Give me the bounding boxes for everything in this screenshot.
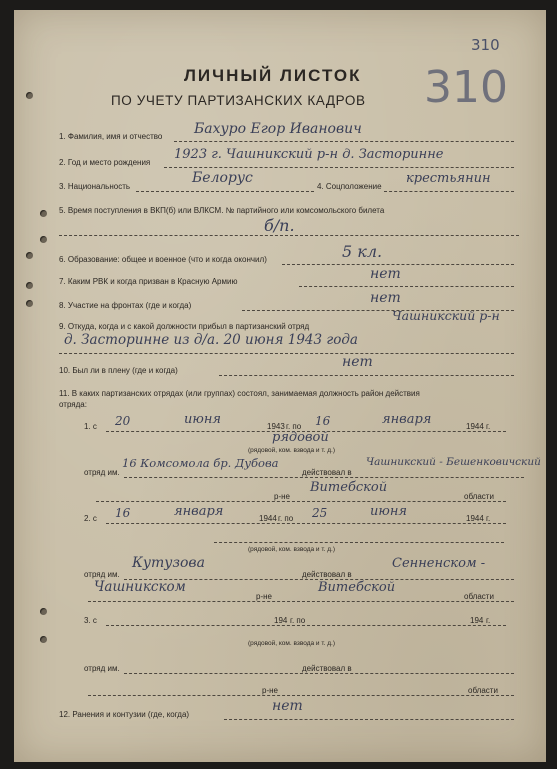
punch-hole <box>26 300 33 307</box>
field-2-label: 2. Год и место рождения <box>59 158 151 167</box>
entry-3-deistvoval-label: действовал в <box>302 664 352 673</box>
entry-3-g-po: г. по <box>290 616 306 625</box>
field-12-label: 12. Ранения и контузии (где, когда) <box>59 710 190 719</box>
entry-1-rne-label: р-не <box>274 492 290 501</box>
entry-2-year2: 1944 <box>466 514 484 523</box>
field-9-value-2: д. Засторинне из д/а. 20 июня 1943 года <box>64 332 358 348</box>
entry-2-otryad-value: Кутузова <box>132 555 205 571</box>
entry-2-month2: июня <box>370 504 407 519</box>
entry-2-oblasti-label: области <box>464 592 494 601</box>
field-1-line <box>174 141 514 142</box>
entry-3-g: г. <box>486 616 491 625</box>
punch-hole <box>40 608 47 615</box>
entry-2-line2-value: Чашникском <box>94 579 186 595</box>
entry-1-g-po: г. по <box>286 422 302 431</box>
punch-hole <box>26 92 33 99</box>
field-7-line <box>299 286 514 287</box>
field-7-label: 7. Каким РВК и когда призван в Красную Армию <box>59 277 238 286</box>
entry-1-g: г. <box>486 422 491 431</box>
entry-1-day: 20 <box>115 414 131 428</box>
entry-1-oblasti-label: области <box>464 492 494 501</box>
entry-1-rne-line <box>96 501 506 502</box>
field-1-value: Бахуро Егор Иванович <box>194 121 362 137</box>
entry-1-position-caption: (рядовой, ком. взвода и т. д.) <box>248 447 335 454</box>
field-9-line <box>59 353 514 354</box>
entry-2-deistvoval-label: действовал в <box>302 570 352 579</box>
entry-3-oblasti-label: области <box>468 686 498 695</box>
entry-1-day2: 16 <box>315 414 331 428</box>
entry-3-rne-line <box>88 695 514 696</box>
field-3-value: Белорус <box>192 170 253 186</box>
field-5-value: б/п. <box>264 216 295 235</box>
field-6-value: 5 кл. <box>342 242 383 261</box>
entry-3-line <box>106 625 506 626</box>
document-page <box>14 10 546 762</box>
field-6-line <box>282 264 514 265</box>
entry-2-prefix: 2. с <box>84 514 97 523</box>
large-number-stamp: 310 <box>424 62 508 113</box>
field-3-label: 3. Национальность <box>59 182 131 191</box>
field-6-label: 6. Образование: общее и военное (что и когда окончил) <box>59 255 267 264</box>
entry-2-position-line <box>214 542 504 543</box>
entry-2-g-po: г. по <box>278 514 294 523</box>
entry-2-day: 16 <box>115 506 131 520</box>
field-5-label: 5. Время поступления в ВКП(б) или ВЛКСМ. № партийного или комсомольского билета <box>59 206 385 215</box>
entry-3-rne-label: р-не <box>262 686 278 695</box>
entry-3-otryad-label: отряд им. <box>84 664 120 673</box>
field-12-line <box>224 719 514 720</box>
entry-1-rne-value: Витебской <box>310 480 388 495</box>
field-4-line <box>384 191 514 192</box>
entry-1-year1: 1943 <box>267 422 285 431</box>
entry-2-rne-line <box>88 601 514 602</box>
punch-hole <box>26 282 33 289</box>
entry-2-year1: 1944 <box>259 514 277 523</box>
field-5-line <box>59 235 519 236</box>
entry-1-month2: января <box>382 412 432 427</box>
field-10-line <box>219 375 514 376</box>
field-9-label: 9. Откуда, когда и с какой должности прибыл в партизанский отряд <box>59 322 310 331</box>
field-11-label-b: отряда: <box>59 400 87 409</box>
field-8-label: 8. Участие на фронтах (где и когда) <box>59 301 192 310</box>
entry-2-rne-label: р-не <box>256 592 272 601</box>
entry-1-deistvoval-label: действовал в <box>302 468 352 477</box>
entry-2-otryad-label: отряд им. <box>84 570 120 579</box>
entry-2-line <box>106 523 506 524</box>
entry-1-position: рядовой <box>272 430 329 445</box>
entry-2-position-caption: (рядовой, ком. взвода и т. д.) <box>248 546 335 553</box>
entry-2-month: января <box>174 504 224 519</box>
field-2-line <box>164 167 514 168</box>
entry-2-deistvoval-value: Сенненском - <box>392 556 486 571</box>
field-8-value: нет <box>370 290 401 306</box>
entry-1-otryad-line <box>124 477 524 478</box>
punch-hole <box>40 236 47 243</box>
field-2-value: 1923 г. Чашникский р-н д. Засторинне <box>174 147 444 162</box>
field-12-value: нет <box>272 698 303 714</box>
field-10-label: 10. Был ли в плену (где и когда) <box>59 366 178 375</box>
field-4-label: 4. Соцположение <box>317 182 382 191</box>
entry-1-deistvoval-value: Чашникский - Бешенковичский <box>366 456 541 468</box>
entry-1-otryad-value: 16 Комсомола бр. Дубова <box>122 456 279 470</box>
punch-hole <box>40 210 47 217</box>
field-10-value: нет <box>342 354 373 370</box>
entry-3-year1: 194 <box>274 616 288 625</box>
entry-1-year2: 1944 <box>466 422 484 431</box>
entry-3-otryad-line <box>124 673 514 674</box>
entry-3-prefix: 3. с <box>84 616 97 625</box>
archive-number: 310 <box>471 36 500 54</box>
entry-1-otryad-label: отряд им. <box>84 468 120 477</box>
field-3-line <box>136 191 314 192</box>
page-title: ЛИЧНЫЙ ЛИСТОК <box>184 66 362 85</box>
entry-2-day2: 25 <box>312 506 328 520</box>
punch-hole <box>40 636 47 643</box>
field-4-value: крестьянин <box>406 171 491 186</box>
punch-hole <box>26 252 33 259</box>
field-1-label: 1. Фамилия, имя и отчество <box>59 132 163 141</box>
field-11-label: 11. В каких партизанских отрядах (или группах) состоял, занимаемая должность район действия <box>59 389 420 398</box>
entry-3-year2: 194 <box>470 616 484 625</box>
entry-2-g: г. <box>486 514 491 523</box>
entry-1-month: июня <box>184 412 221 427</box>
field-7-value: нет <box>370 266 401 282</box>
entry-1-prefix: 1. с <box>84 422 97 431</box>
field-9-value-1: Чашникский р-н <box>392 308 500 323</box>
page-subtitle: ПО УЧЕТУ ПАРТИЗАНСКИХ КАДРОВ <box>111 93 366 108</box>
entry-3-position-caption: (рядовой, ком. взвода и т. д.) <box>248 640 335 647</box>
entry-2-rne-value: Витебской <box>318 580 396 595</box>
